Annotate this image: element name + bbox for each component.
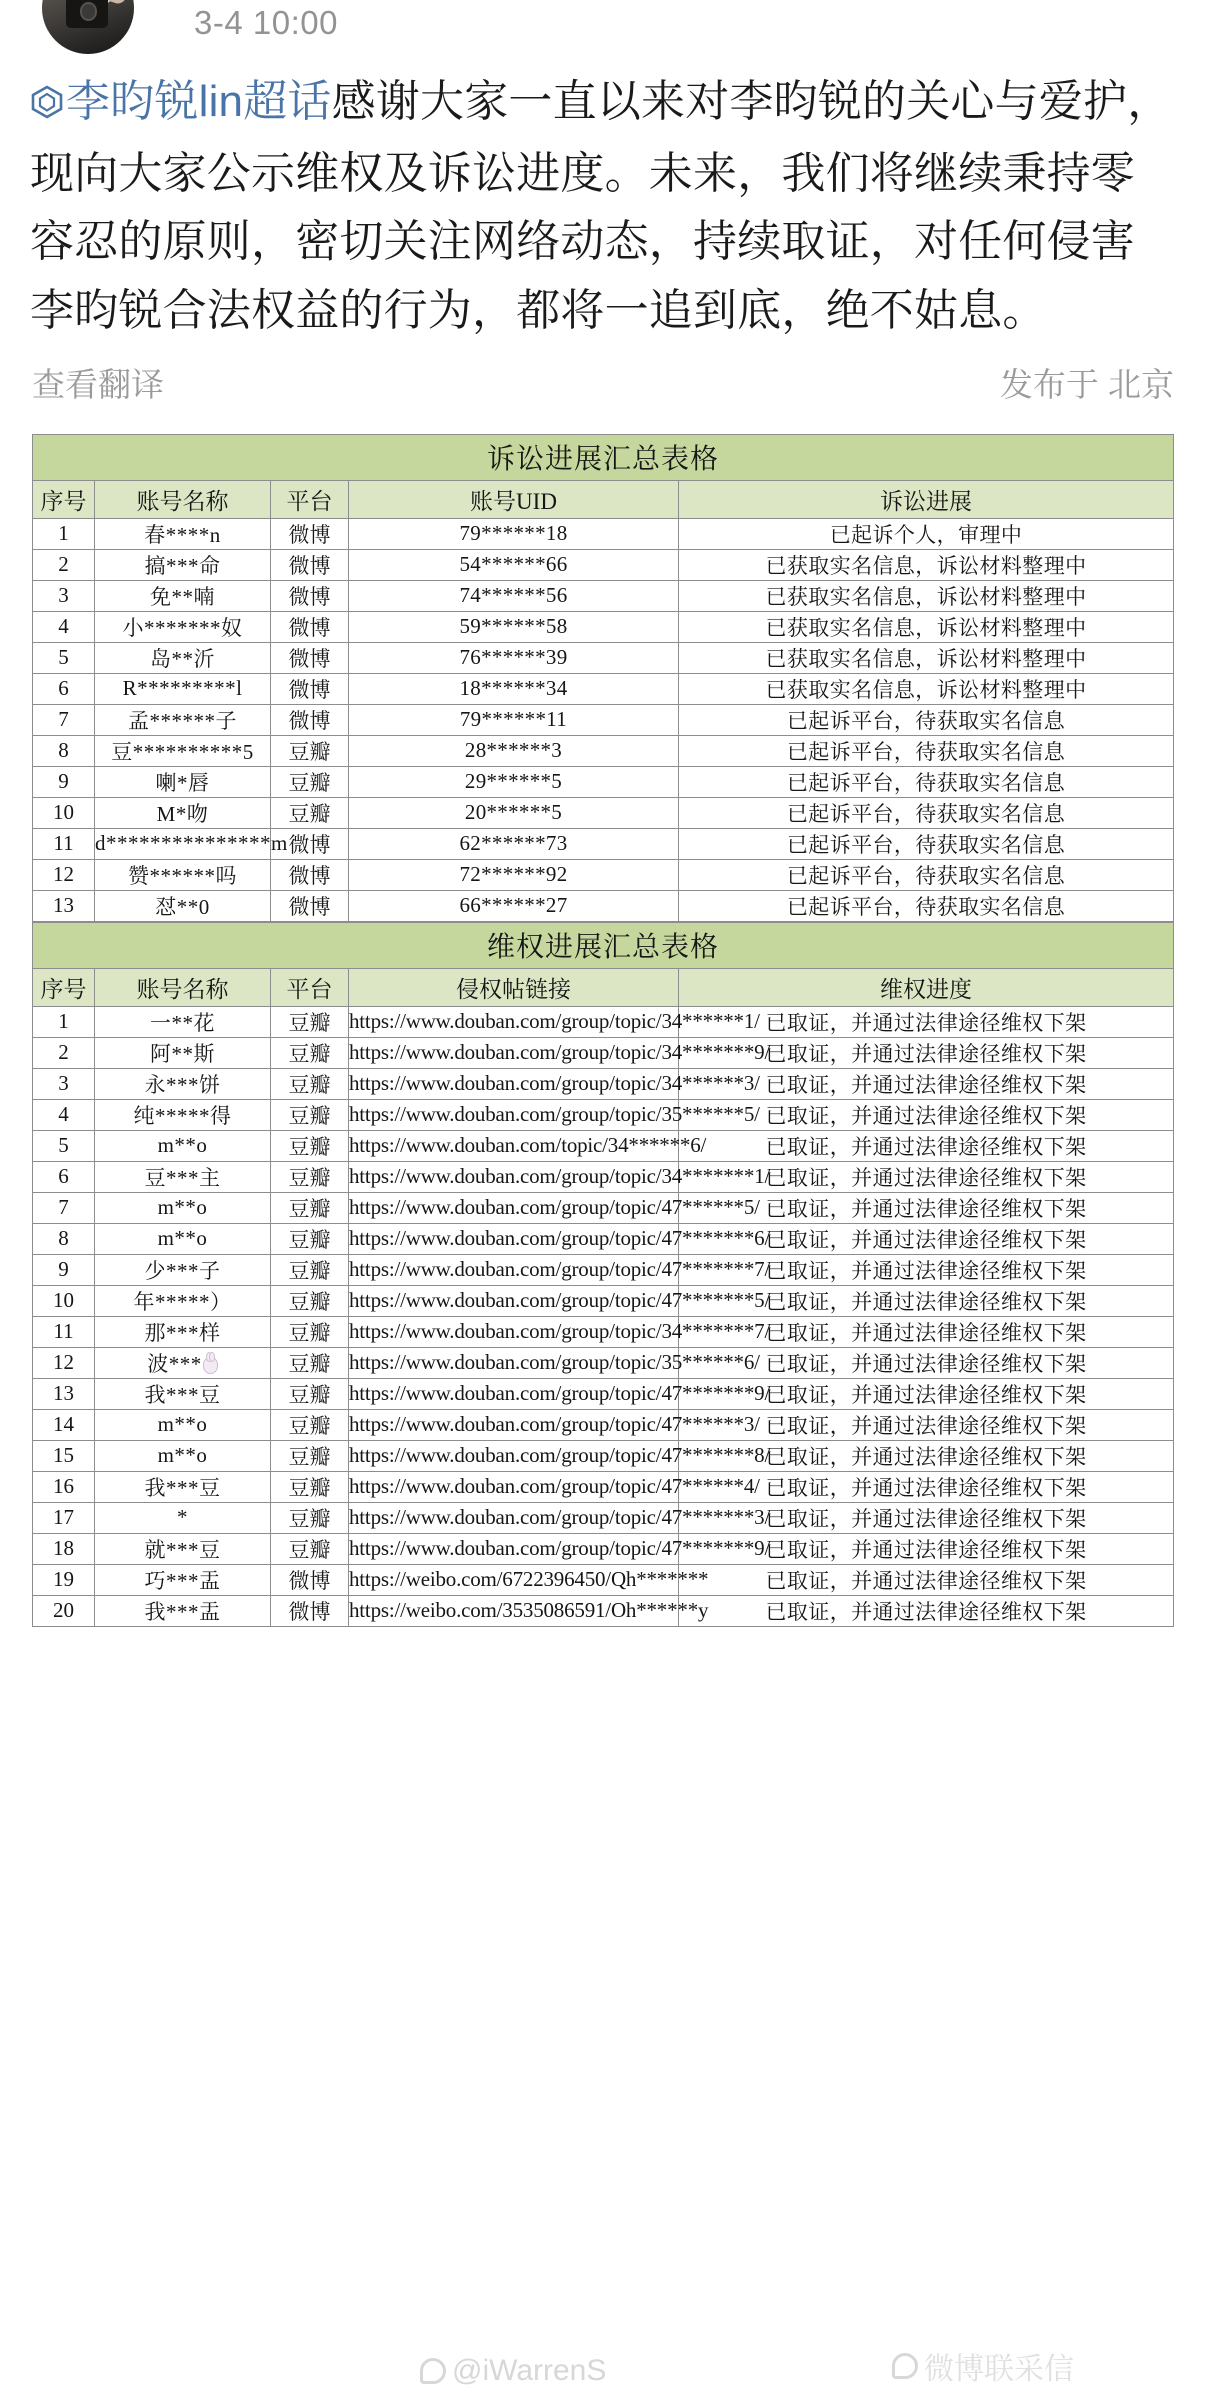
cell-progress: 已起诉平台，待获取实名信息 (679, 890, 1174, 921)
cell-uid: 62******73 (349, 828, 679, 859)
cell-progress: 已起诉平台，待获取实名信息 (679, 735, 1174, 766)
cell-uid: 54******66 (349, 549, 679, 580)
table-row (33, 1316, 1174, 1347)
header-index: 序号 (33, 968, 95, 1006)
lawsuit-table-header-row (33, 480, 1174, 518)
cell-index: 14 (33, 1409, 95, 1440)
cell-account: m**o (95, 1130, 271, 1161)
cell-platform: 微博 (271, 828, 349, 859)
cell-progress: 已获取实名信息，诉讼材料整理中 (679, 673, 1174, 704)
cell-link: https://www.douban.com/topic/34******6/ (349, 1130, 679, 1161)
cell-account: 孟******子 (95, 704, 271, 735)
cell-progress: 已起诉个人，审理中 (679, 518, 1174, 549)
table-row (33, 1533, 1174, 1564)
cell-uid: 29******5 (349, 766, 679, 797)
cell-progress: 已取证，并通过法律途径维权下架 (679, 1068, 1174, 1099)
cell-uid: 72******92 (349, 859, 679, 890)
cell-link: https://www.douban.com/group/topic/47*******7/ (349, 1254, 679, 1285)
bunny-emoji-icon (203, 1357, 218, 1374)
cell-account: 小*******奴 (95, 611, 271, 642)
cell-progress: 已取证，并通过法律途径维权下架 (679, 1595, 1174, 1626)
watermark-secondary-label: 微博联采信 (924, 2352, 1074, 2386)
cell-platform: 豆瓣 (271, 1130, 349, 1161)
cell-progress: 已取证，并通过法律途径维权下架 (679, 1285, 1174, 1316)
table-row (33, 1037, 1174, 1068)
lawsuit-table-body (33, 518, 1174, 921)
table-row (33, 766, 1174, 797)
cell-link: https://weibo.com/6722396450/Qh******* (349, 1564, 679, 1595)
cell-progress: 已获取实名信息，诉讼材料整理中 (679, 549, 1174, 580)
cell-platform: 豆瓣 (271, 1440, 349, 1471)
table-row (33, 1006, 1174, 1037)
cell-account: 我***盂 (95, 1595, 271, 1626)
cell-progress: 已取证，并通过法律途径维权下架 (679, 1161, 1174, 1192)
post-timestamp: 3-4 10:00 (194, 4, 338, 41)
table-row (33, 704, 1174, 735)
cell-index: 15 (33, 1440, 95, 1471)
cell-account: 永***饼 (95, 1068, 271, 1099)
cell-platform: 微博 (271, 890, 349, 921)
table-row (33, 1223, 1174, 1254)
cell-index: 5 (33, 1130, 95, 1161)
post-header (0, 0, 1206, 46)
cell-account: 怼**0 (95, 890, 271, 921)
table-row (33, 735, 1174, 766)
cell-account: 一**花 (95, 1006, 271, 1037)
cell-platform: 微博 (271, 1595, 349, 1626)
rights-progress-table (32, 922, 1174, 1627)
cell-account: m**o (95, 1223, 271, 1254)
header-account: 账号名称 (95, 968, 271, 1006)
cell-account: m**o (95, 1440, 271, 1471)
table-row (33, 642, 1174, 673)
cell-progress: 已取证，并通过法律途径维权下架 (679, 1564, 1174, 1595)
table-row (33, 828, 1174, 859)
cell-platform: 豆瓣 (271, 1471, 349, 1502)
cell-account: m**o (95, 1192, 271, 1223)
cell-index: 4 (33, 611, 95, 642)
cell-platform: 微博 (271, 642, 349, 673)
cell-account: 年*****） (95, 1285, 271, 1316)
cell-platform: 微博 (271, 1564, 349, 1595)
cell-platform: 豆瓣 (271, 1502, 349, 1533)
post-location-label: 发布于 北京 (999, 365, 1174, 403)
table-row (33, 890, 1174, 921)
cell-index: 19 (33, 1564, 95, 1595)
table-row (33, 1564, 1174, 1595)
cell-account: 喇*唇 (95, 766, 271, 797)
cell-link: https://www.douban.com/group/topic/47*******6/ (349, 1223, 679, 1254)
avatar[interactable] (42, 0, 134, 54)
cell-index: 2 (33, 549, 95, 580)
cell-progress: 已取证，并通过法律途径维权下架 (679, 1006, 1174, 1037)
cell-platform: 豆瓣 (271, 766, 349, 797)
cell-index: 18 (33, 1533, 95, 1564)
super-topic-link[interactable] (30, 77, 332, 126)
cell-platform: 豆瓣 (271, 797, 349, 828)
cell-platform: 微博 (271, 580, 349, 611)
cell-link: https://weibo.com/3535086591/Oh******y (349, 1595, 679, 1626)
cell-uid: 76******39 (349, 642, 679, 673)
cell-account: 赞******吗 (95, 859, 271, 890)
cell-account: * (95, 1502, 271, 1533)
cell-index: 10 (33, 1285, 95, 1316)
cell-platform: 豆瓣 (271, 1006, 349, 1037)
cell-platform: 豆瓣 (271, 1161, 349, 1192)
cell-uid: 74******56 (349, 580, 679, 611)
cell-platform: 豆瓣 (271, 1068, 349, 1099)
super-topic-label: 李昀锐lin超话 (66, 77, 332, 126)
cell-progress: 已起诉平台，待获取实名信息 (679, 828, 1174, 859)
cell-index: 11 (33, 1316, 95, 1347)
cell-link: https://www.douban.com/group/topic/34*******7/ (349, 1316, 679, 1347)
cell-platform: 豆瓣 (271, 1409, 349, 1440)
cell-index: 3 (33, 1068, 95, 1099)
tables-attachment[interactable] (32, 434, 1174, 2387)
cell-account: M*吻 (95, 797, 271, 828)
post-content (0, 46, 1206, 345)
cell-account: 少***子 (95, 1254, 271, 1285)
watermark-secondary (892, 2344, 1074, 2388)
watermark-primary (420, 2354, 606, 2388)
cell-index: 5 (33, 642, 95, 673)
cell-link: https://www.douban.com/group/topic/34******3/ (349, 1068, 679, 1099)
cell-index: 9 (33, 1254, 95, 1285)
cell-progress: 已取证，并通过法律途径维权下架 (679, 1099, 1174, 1130)
super-topic-icon (30, 72, 64, 140)
cell-link: https://www.douban.com/group/topic/35******6/ (349, 1347, 679, 1378)
cell-link: https://www.douban.com/group/topic/35******5/ (349, 1099, 679, 1130)
cell-uid: 79******11 (349, 704, 679, 735)
cell-progress: 已取证，并通过法律途径维权下架 (679, 1192, 1174, 1223)
cell-account: m**o (95, 1409, 271, 1440)
cell-platform: 微博 (271, 611, 349, 642)
table-row (33, 1502, 1174, 1533)
cell-index: 12 (33, 1347, 95, 1378)
watermark-primary-label: @iWarrenS (452, 2353, 607, 2387)
cell-platform: 豆瓣 (271, 1316, 349, 1347)
header-platform: 平台 (271, 968, 349, 1006)
table-row (33, 1595, 1174, 1626)
cell-platform: 豆瓣 (271, 1285, 349, 1316)
cell-progress: 已获取实名信息，诉讼材料整理中 (679, 642, 1174, 673)
avatar-lens-shape (80, 2, 97, 20)
cell-link: https://www.douban.com/group/topic/47******5/ (349, 1192, 679, 1223)
rights-table-title: 维权进展汇总表格 (33, 922, 1174, 968)
table-row (33, 1285, 1174, 1316)
cell-account: 搞***命 (95, 549, 271, 580)
rights-table-title-row (33, 922, 1174, 968)
table-row (33, 1192, 1174, 1223)
cell-account: 那***样 (95, 1316, 271, 1347)
cell-link: https://www.douban.com/group/topic/47******3/ (349, 1409, 679, 1440)
cell-link: https://www.douban.com/group/topic/34******1/ (349, 1006, 679, 1037)
cell-link: https://www.douban.com/group/topic/47*******9/ (349, 1378, 679, 1409)
cell-index: 9 (33, 766, 95, 797)
cell-uid: 20******5 (349, 797, 679, 828)
cell-account: 巧***盂 (95, 1564, 271, 1595)
table-row (33, 1254, 1174, 1285)
post-text: 感谢大家一直以来对李昀锐的关心与爱护，现向大家公示维权及诉讼进度。未来，我们将继续秉持零容忍的原则，密切关注网络动态，持续取证，对任何侵害李昀锐合法权益的行为，都将一追到底，绝不姑息。 (30, 77, 1172, 335)
cell-index: 8 (33, 735, 95, 766)
table-row (33, 549, 1174, 580)
cell-link: https://www.douban.com/group/topic/47******4/ (349, 1471, 679, 1502)
cell-platform: 微博 (271, 859, 349, 890)
cell-account: 豆**********5 (95, 735, 271, 766)
cell-platform: 豆瓣 (271, 1378, 349, 1409)
rights-table-header-row (33, 968, 1174, 1006)
header-account: 账号名称 (95, 480, 271, 518)
cell-progress: 已获取实名信息，诉讼材料整理中 (679, 611, 1174, 642)
header-platform: 平台 (271, 480, 349, 518)
cell-progress: 已取证，并通过法律途径维权下架 (679, 1471, 1174, 1502)
cell-account: 就***豆 (95, 1533, 271, 1564)
cell-link: https://www.douban.com/group/topic/47*******8/ (349, 1440, 679, 1471)
cell-platform: 微博 (271, 518, 349, 549)
table-row (33, 580, 1174, 611)
cell-index: 20 (33, 1595, 95, 1626)
cell-index: 2 (33, 1037, 95, 1068)
lawsuit-progress-table (32, 434, 1174, 922)
cell-platform: 豆瓣 (271, 735, 349, 766)
table-row (33, 1378, 1174, 1409)
cell-account: 纯*****得 (95, 1099, 271, 1130)
cell-progress: 已取证，并通过法律途径维权下架 (679, 1533, 1174, 1564)
cell-platform: 豆瓣 (271, 1533, 349, 1564)
table-row (33, 1099, 1174, 1130)
cell-progress: 已取证，并通过法律途径维权下架 (679, 1037, 1174, 1068)
cell-uid: 18******34 (349, 673, 679, 704)
cell-uid: 66******27 (349, 890, 679, 921)
cell-progress: 已起诉平台，待获取实名信息 (679, 766, 1174, 797)
cell-link: https://www.douban.com/group/topic/47*******5/ (349, 1285, 679, 1316)
table-row (33, 1130, 1174, 1161)
cell-index: 13 (33, 890, 95, 921)
cell-account: d***************m (95, 828, 271, 859)
cell-progress: 已取证，并通过法律途径维权下架 (679, 1502, 1174, 1533)
header-index: 序号 (33, 480, 95, 518)
cell-platform: 豆瓣 (271, 1037, 349, 1068)
cell-progress: 已取证，并通过法律途径维权下架 (679, 1223, 1174, 1254)
cell-platform: 豆瓣 (271, 1347, 349, 1378)
cell-index: 17 (33, 1502, 95, 1533)
table-row (33, 797, 1174, 828)
cell-account: 岛**沂 (95, 642, 271, 673)
table-row (33, 611, 1174, 642)
cell-account: 免**喃 (95, 580, 271, 611)
table-row (33, 673, 1174, 704)
cell-link: https://www.douban.com/group/topic/47*******3/ (349, 1502, 679, 1533)
cell-uid: 59******58 (349, 611, 679, 642)
header-uid: 账号UID (349, 480, 679, 518)
cell-index: 1 (33, 518, 95, 549)
cell-platform: 微博 (271, 549, 349, 580)
cell-index: 11 (33, 828, 95, 859)
cell-account: R*********l (95, 673, 271, 704)
table-row (33, 518, 1174, 549)
cell-progress: 已取证，并通过法律途径维权下架 (679, 1409, 1174, 1440)
cell-index: 10 (33, 797, 95, 828)
cell-link: https://www.douban.com/group/topic/34*******9/ (349, 1037, 679, 1068)
cell-index: 3 (33, 580, 95, 611)
table-row (33, 1161, 1174, 1192)
weibo-eye-icon (420, 2358, 446, 2384)
cell-progress: 已获取实名信息，诉讼材料整理中 (679, 580, 1174, 611)
cell-progress: 已取证，并通过法律途径维权下架 (679, 1347, 1174, 1378)
cell-progress: 已取证，并通过法律途径维权下架 (679, 1316, 1174, 1347)
cell-account: 阿**斯 (95, 1037, 271, 1068)
cell-link: https://www.douban.com/group/topic/47*******9/ (349, 1533, 679, 1564)
cell-index: 8 (33, 1223, 95, 1254)
table-row (33, 1347, 1174, 1378)
cell-platform: 豆瓣 (271, 1099, 349, 1130)
weibo-eye-icon-secondary (892, 2353, 918, 2379)
table-row (33, 1471, 1174, 1502)
cell-uid: 28******3 (349, 735, 679, 766)
cell-link: https://www.douban.com/group/topic/34*******1/ (349, 1161, 679, 1192)
cell-platform: 微博 (271, 673, 349, 704)
cell-index: 7 (33, 704, 95, 735)
cell-progress: 已起诉平台，待获取实名信息 (679, 859, 1174, 890)
cell-index: 6 (33, 673, 95, 704)
lawsuit-table-title-row (33, 434, 1174, 480)
cell-platform: 豆瓣 (271, 1192, 349, 1223)
table-row (33, 1440, 1174, 1471)
header-link: 侵权帖链接 (349, 968, 679, 1006)
cell-progress: 已取证，并通过法律途径维权下架 (679, 1440, 1174, 1471)
cell-progress: 已取证，并通过法律途径维权下架 (679, 1378, 1174, 1409)
post-footer (0, 345, 1206, 406)
table-row (33, 859, 1174, 890)
cell-progress: 已取证，并通过法律途径维权下架 (679, 1254, 1174, 1285)
view-translation-link[interactable]: 查看翻译 (32, 365, 164, 403)
cell-uid: 79******18 (349, 518, 679, 549)
cell-account: 春****n (95, 518, 271, 549)
cell-progress: 已取证，并通过法律途径维权下架 (679, 1130, 1174, 1161)
cell-progress: 已起诉平台，待获取实名信息 (679, 797, 1174, 828)
cell-account: 我***豆 (95, 1378, 271, 1409)
cell-index: 16 (33, 1471, 95, 1502)
header-progress: 维权进度 (679, 968, 1174, 1006)
cell-index: 1 (33, 1006, 95, 1037)
table-row (33, 1068, 1174, 1099)
cell-account: 波*** (95, 1347, 271, 1378)
header-progress: 诉讼进展 (679, 480, 1174, 518)
cell-account: 我***豆 (95, 1471, 271, 1502)
cell-platform: 豆瓣 (271, 1223, 349, 1254)
table-row (33, 1409, 1174, 1440)
lawsuit-table-title: 诉讼进展汇总表格 (33, 434, 1174, 480)
cell-account: 豆***主 (95, 1161, 271, 1192)
rights-table-body (33, 1006, 1174, 1626)
cell-platform: 豆瓣 (271, 1254, 349, 1285)
cell-platform: 微博 (271, 704, 349, 735)
cell-index: 6 (33, 1161, 95, 1192)
cell-progress: 已起诉平台，待获取实名信息 (679, 704, 1174, 735)
cell-index: 7 (33, 1192, 95, 1223)
cell-index: 4 (33, 1099, 95, 1130)
cell-index: 13 (33, 1378, 95, 1409)
cell-index: 12 (33, 859, 95, 890)
